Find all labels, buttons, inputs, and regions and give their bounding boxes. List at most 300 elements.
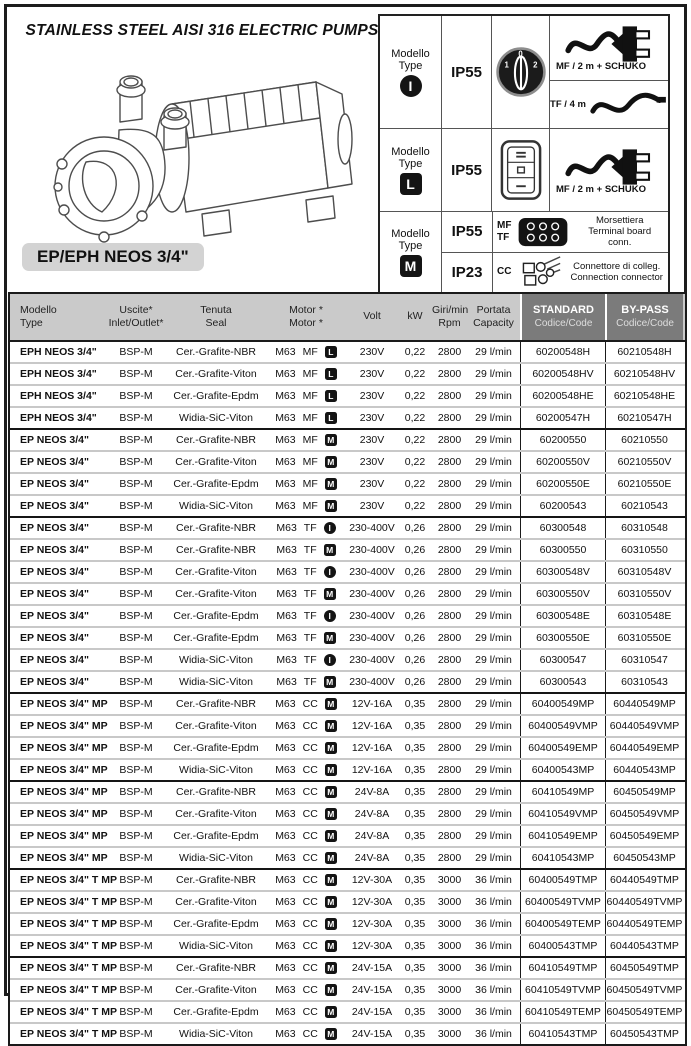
table-row bbox=[10, 846, 685, 868]
cell-kw: 0,35 bbox=[404, 852, 426, 864]
cell-capacity: 36 l/min bbox=[475, 896, 512, 908]
ip-rating-type-i: IP55 bbox=[442, 16, 492, 128]
motor-frame: M63 bbox=[276, 676, 297, 688]
cell-rpm: 2800 bbox=[437, 456, 462, 468]
svg-text:2: 2 bbox=[532, 60, 537, 70]
spec-table-header bbox=[10, 294, 685, 342]
type-label: Type bbox=[398, 59, 423, 72]
cell-rpm: 2800 bbox=[437, 654, 462, 666]
cell-motor bbox=[266, 456, 346, 468]
cell-inlet-outlet: BSP-M bbox=[119, 720, 153, 732]
cell-rpm: 2800 bbox=[437, 786, 462, 798]
cell-inlet-outlet: BSP-M bbox=[119, 874, 153, 886]
cell-seal: Cer.-Grafite-Epdm bbox=[173, 1006, 259, 1018]
type-m-label-cell bbox=[380, 212, 442, 292]
cell-rpm: 2800 bbox=[437, 522, 462, 534]
table-row bbox=[10, 670, 685, 692]
cell-bypass-code: 60450549MP bbox=[605, 782, 683, 802]
mf-schuko-label: MF / 2 m + SCHUKO bbox=[556, 183, 646, 195]
cell-seal: Widia-SiC-Viton bbox=[179, 852, 253, 864]
model-type-badge: M bbox=[325, 852, 337, 864]
motor-frame: M63 bbox=[275, 830, 296, 842]
motor-type: TF bbox=[303, 522, 317, 534]
header-standard-code: STANDARD Codice/Code bbox=[520, 294, 605, 340]
cell-volt: 230V bbox=[359, 434, 385, 446]
cell-model: EPH NEOS 3/4" bbox=[20, 346, 97, 358]
cell-capacity: 36 l/min bbox=[475, 1028, 512, 1040]
model-type-badge: M bbox=[325, 896, 337, 908]
connection-connector-icon bbox=[517, 254, 563, 290]
table-row bbox=[10, 780, 685, 802]
schuko-plug-icon bbox=[559, 20, 659, 60]
pump-spec-table bbox=[8, 292, 687, 1046]
cell-model: EP NEOS 3/4" T MP bbox=[20, 984, 117, 996]
cell-volt: 230V bbox=[359, 412, 385, 424]
cell-rpm: 3000 bbox=[437, 984, 462, 996]
motor-frame: M63 bbox=[276, 566, 297, 578]
motor-type: TF bbox=[303, 544, 317, 556]
cell-standard-code: 60410549MP bbox=[520, 782, 605, 802]
cell-volt: 230-400V bbox=[349, 588, 395, 600]
motor-frame: M63 bbox=[275, 786, 296, 798]
cell-seal: Cer.-Grafite-NBR bbox=[176, 346, 256, 358]
motor-type: CC bbox=[302, 940, 318, 952]
motor-type: CC bbox=[302, 852, 318, 864]
cell-seal: Cer.-Grafite-Epdm bbox=[173, 478, 259, 490]
cell-seal: Widia-SiC-Viton bbox=[179, 654, 253, 666]
cell-capacity: 29 l/min bbox=[475, 566, 512, 578]
cell-rpm: 2800 bbox=[437, 610, 462, 622]
cell-capacity: 29 l/min bbox=[475, 676, 512, 688]
cell-volt: 230-400V bbox=[349, 522, 395, 534]
cc-prefix: CC bbox=[497, 266, 512, 278]
cell-model: EP NEOS 3/4" MP bbox=[20, 830, 108, 842]
cell-volt: 12V-16A bbox=[351, 764, 393, 776]
table-row bbox=[10, 342, 685, 362]
cell-volt: 230V bbox=[359, 346, 385, 358]
cell-motor bbox=[266, 588, 346, 600]
motor-type: CC bbox=[302, 896, 318, 908]
cell-motor bbox=[266, 830, 346, 842]
cell-model: EP NEOS 3/4" T MP bbox=[20, 918, 117, 930]
cell-seal: Widia-SiC-Viton bbox=[179, 412, 253, 424]
cell-model: EP NEOS 3/4" bbox=[20, 588, 89, 600]
cell-seal: Widia-SiC-Viton bbox=[179, 940, 253, 952]
motor-frame: M63 bbox=[276, 632, 297, 644]
cell-rpm: 3000 bbox=[437, 1006, 462, 1018]
ip-rating-type-m-mf-tf: IP55 bbox=[442, 212, 493, 252]
cell-capacity: 36 l/min bbox=[475, 940, 512, 952]
cell-kw: 0,35 bbox=[404, 742, 426, 754]
cell-capacity: 29 l/min bbox=[475, 412, 512, 424]
cell-standard-code: 60300543 bbox=[520, 672, 605, 692]
cell-capacity: 29 l/min bbox=[475, 522, 512, 534]
cell-inlet-outlet: BSP-M bbox=[119, 984, 153, 996]
cell-standard-code: 60410549TMP bbox=[520, 958, 605, 978]
cell-capacity: 29 l/min bbox=[475, 720, 512, 732]
motor-type: MF bbox=[302, 368, 318, 380]
header-seal: Tenuta Seal bbox=[200, 303, 232, 329]
power-cable-icon bbox=[590, 90, 668, 118]
cell-motor bbox=[266, 1006, 346, 1018]
cell-bypass-code: 60450549VMP bbox=[605, 804, 683, 824]
cell-seal: Cer.-Grafite-Epdm bbox=[173, 632, 259, 644]
cell-motor bbox=[266, 676, 346, 688]
type-m-cc-subrow bbox=[442, 252, 668, 293]
model-type-badge: M bbox=[325, 500, 337, 512]
motor-frame: M63 bbox=[275, 434, 296, 446]
cell-kw: 0,35 bbox=[404, 874, 426, 886]
cell-inlet-outlet: BSP-M bbox=[119, 808, 153, 820]
table-row bbox=[10, 516, 685, 538]
cell-motor bbox=[266, 984, 346, 996]
cell-volt: 24V-15A bbox=[351, 962, 393, 974]
cell-capacity: 29 l/min bbox=[475, 544, 512, 556]
cell-volt: 24V-15A bbox=[351, 1006, 393, 1018]
cell-standard-code: 60200548HE bbox=[520, 386, 605, 406]
cell-capacity: 29 l/min bbox=[475, 830, 512, 842]
motor-frame: M63 bbox=[275, 918, 296, 930]
cell-inlet-outlet: BSP-M bbox=[119, 588, 153, 600]
cell-bypass-code: 60210547H bbox=[605, 408, 683, 428]
cell-standard-code: 60300550 bbox=[520, 540, 605, 560]
cell-bypass-code: 60450543TMP bbox=[605, 1024, 683, 1044]
cell-bypass-code: 60310548 bbox=[605, 518, 683, 538]
type-l-badge: L bbox=[400, 173, 422, 195]
cell-model: EP NEOS 3/4" MP bbox=[20, 786, 108, 798]
cell-inlet-outlet: BSP-M bbox=[119, 852, 153, 864]
cell-inlet-outlet: BSP-M bbox=[119, 1006, 153, 1018]
terminal-board-icon bbox=[517, 217, 569, 247]
cell-inlet-outlet: BSP-M bbox=[119, 632, 153, 644]
cell-volt: 230V bbox=[359, 456, 385, 468]
cell-kw: 0,35 bbox=[404, 896, 426, 908]
cell-motor bbox=[266, 610, 346, 622]
cell-bypass-code: 60440549EMP bbox=[605, 738, 683, 758]
cell-seal: Cer.-Grafite-Epdm bbox=[173, 830, 259, 842]
pump-technical-drawing-image bbox=[24, 42, 369, 252]
cell-motor bbox=[266, 786, 346, 798]
cell-capacity: 29 l/min bbox=[475, 764, 512, 776]
motor-type: CC bbox=[302, 720, 318, 732]
cell-standard-code: 60400543MP bbox=[520, 760, 605, 780]
cell-bypass-code: 60210550 bbox=[605, 430, 683, 450]
table-row bbox=[10, 824, 685, 846]
cell-seal: Cer.-Grafite-NBR bbox=[176, 522, 256, 534]
cell-inlet-outlet: BSP-M bbox=[119, 676, 153, 688]
cell-standard-code: 60400549MP bbox=[520, 694, 605, 714]
cell-capacity: 36 l/min bbox=[475, 962, 512, 974]
cell-seal: Cer.-Grafite-Viton bbox=[175, 368, 257, 380]
motor-type: MF bbox=[302, 478, 318, 490]
cell-standard-code: 60300550V bbox=[520, 584, 605, 604]
table-row bbox=[10, 714, 685, 736]
cell-inlet-outlet: BSP-M bbox=[119, 500, 153, 512]
cell-model: EP NEOS 3/4" bbox=[20, 610, 89, 622]
motor-type: CC bbox=[302, 698, 318, 710]
cell-model: EP NEOS 3/4" MP bbox=[20, 720, 108, 732]
model-type-badge: I bbox=[324, 522, 336, 534]
cell-motor bbox=[266, 522, 346, 534]
cell-kw: 0,22 bbox=[404, 368, 426, 380]
cell-bypass-code: 60440549TMP bbox=[605, 870, 683, 890]
model-type-badge: M bbox=[325, 742, 337, 754]
cell-volt: 230V bbox=[359, 478, 385, 490]
motor-type: TF bbox=[303, 610, 317, 622]
cell-inlet-outlet: BSP-M bbox=[119, 522, 153, 534]
table-row bbox=[10, 362, 685, 384]
model-type-badge: M bbox=[325, 698, 337, 710]
cell-standard-code: 60410543MP bbox=[520, 848, 605, 868]
motor-type: CC bbox=[302, 742, 318, 754]
motor-frame: M63 bbox=[275, 764, 296, 776]
type-i-badge: I bbox=[400, 75, 422, 97]
motor-frame: M63 bbox=[275, 940, 296, 952]
legend-row-type-l bbox=[380, 128, 668, 211]
motor-frame: M63 bbox=[276, 522, 297, 534]
cell-standard-code: 60400549EMP bbox=[520, 738, 605, 758]
cell-seal: Widia-SiC-Viton bbox=[179, 676, 253, 688]
cell-capacity: 29 l/min bbox=[475, 852, 512, 864]
cell-model: EP NEOS 3/4" bbox=[20, 500, 89, 512]
cell-kw: 0,26 bbox=[404, 610, 426, 622]
cell-motor bbox=[266, 632, 346, 644]
cell-motor bbox=[266, 896, 346, 908]
cell-model: EP NEOS 3/4" bbox=[20, 522, 89, 534]
cell-volt: 24V-8A bbox=[354, 808, 390, 820]
motor-type: TF bbox=[303, 588, 317, 600]
cell-standard-code: 60300547 bbox=[520, 650, 605, 670]
cell-kw: 0,26 bbox=[404, 588, 426, 600]
motor-type: TF bbox=[303, 676, 317, 688]
motor-type: CC bbox=[302, 808, 318, 820]
cell-capacity: 29 l/min bbox=[475, 434, 512, 446]
motor-frame: M63 bbox=[275, 742, 296, 754]
cell-capacity: 36 l/min bbox=[475, 918, 512, 930]
rotary-selector-icon bbox=[492, 16, 550, 128]
cell-capacity: 36 l/min bbox=[475, 874, 512, 886]
cell-standard-code: 60200548H bbox=[520, 342, 605, 362]
cell-volt: 230-400V bbox=[349, 676, 395, 688]
cell-bypass-code: 60310550V bbox=[605, 584, 683, 604]
cell-model: EP NEOS 3/4" T MP bbox=[20, 940, 117, 952]
table-row bbox=[10, 384, 685, 406]
model-type-badge: M bbox=[325, 918, 337, 930]
cell-bypass-code: 60210548HV bbox=[605, 364, 683, 384]
cell-rpm: 3000 bbox=[437, 1028, 462, 1040]
cell-bypass-code: 60310548E bbox=[605, 606, 683, 626]
table-row bbox=[10, 582, 685, 604]
motor-type: CC bbox=[302, 786, 318, 798]
svg-text:1: 1 bbox=[504, 60, 509, 70]
cell-volt: 12V-30A bbox=[351, 918, 393, 930]
cell-bypass-code: 60440549MP bbox=[605, 694, 683, 714]
cell-motor bbox=[266, 368, 346, 380]
cell-standard-code: 60410549EMP bbox=[520, 826, 605, 846]
cell-seal: Cer.-Grafite-Epdm bbox=[173, 918, 259, 930]
motor-type: CC bbox=[302, 984, 318, 996]
cell-motor bbox=[266, 1028, 346, 1040]
mf-schuko-connection bbox=[550, 129, 668, 211]
cell-standard-code: 60400549TMP bbox=[520, 870, 605, 890]
cell-model: EP NEOS 3/4" MP bbox=[20, 742, 108, 754]
cell-model: EP NEOS 3/4" bbox=[20, 676, 89, 688]
motor-type: MF bbox=[302, 434, 318, 446]
model-type-badge: I bbox=[324, 566, 336, 578]
legend-row-type-i bbox=[380, 16, 668, 128]
cell-seal: Cer.-Grafite-Viton bbox=[175, 566, 257, 578]
motor-frame: M63 bbox=[275, 720, 296, 732]
mf-schuko-connection bbox=[550, 16, 668, 80]
header-kw: kW bbox=[407, 310, 423, 323]
cell-bypass-code: 60440543TMP bbox=[605, 936, 683, 956]
motor-type: CC bbox=[302, 1028, 318, 1040]
cell-inlet-outlet: BSP-M bbox=[119, 742, 153, 754]
cell-bypass-code: 60310547 bbox=[605, 650, 683, 670]
model-type-badge: M bbox=[325, 984, 337, 996]
cell-bypass-code: 60440549TEMP bbox=[605, 914, 683, 934]
cell-volt: 12V-30A bbox=[351, 940, 393, 952]
header-inlet-outlet: Uscite* Inlet/Outlet* bbox=[108, 303, 164, 329]
cell-kw: 0,26 bbox=[404, 522, 426, 534]
modello-label: Modello bbox=[391, 47, 430, 60]
ip-rating-type-l: IP55 bbox=[442, 129, 492, 211]
header-motor: Motor * Motor * bbox=[289, 303, 323, 329]
cell-inlet-outlet: BSP-M bbox=[119, 654, 153, 666]
table-row bbox=[10, 890, 685, 912]
motor-frame: M63 bbox=[275, 368, 296, 380]
cell-kw: 0,35 bbox=[404, 786, 426, 798]
cell-model: EP NEOS 3/4" bbox=[20, 456, 89, 468]
cell-bypass-code: 60310550E bbox=[605, 628, 683, 648]
motor-frame: M63 bbox=[275, 1028, 296, 1040]
motor-type: TF bbox=[303, 566, 317, 578]
cell-inlet-outlet: BSP-M bbox=[119, 698, 153, 710]
cell-kw: 0,22 bbox=[404, 500, 426, 512]
cell-model: EPH NEOS 3/4" bbox=[20, 390, 97, 402]
cell-volt: 230-400V bbox=[349, 610, 395, 622]
cell-motor bbox=[266, 742, 346, 754]
cell-volt: 230-400V bbox=[349, 566, 395, 578]
cell-inlet-outlet: BSP-M bbox=[119, 830, 153, 842]
table-row bbox=[10, 450, 685, 472]
header-capacity: Portata Capacity bbox=[473, 303, 514, 329]
table-row bbox=[10, 736, 685, 758]
motor-type: CC bbox=[302, 764, 318, 776]
motor-frame: M63 bbox=[275, 984, 296, 996]
motor-type: CC bbox=[302, 874, 318, 886]
table-row bbox=[10, 956, 685, 978]
cell-volt: 24V-8A bbox=[354, 830, 390, 842]
cell-motor bbox=[266, 940, 346, 952]
cell-inlet-outlet: BSP-M bbox=[119, 896, 153, 908]
model-type-badge: M bbox=[325, 1006, 337, 1018]
cell-volt: 24V-15A bbox=[351, 984, 393, 996]
cell-seal: Cer.-Grafite-NBR bbox=[176, 786, 256, 798]
cell-kw: 0,26 bbox=[404, 676, 426, 688]
cell-capacity: 29 l/min bbox=[475, 500, 512, 512]
tf-cable-label: TF / 4 m bbox=[550, 98, 586, 110]
motor-type: TF bbox=[303, 654, 317, 666]
cell-inlet-outlet: BSP-M bbox=[119, 1028, 153, 1040]
motor-type: MF bbox=[302, 412, 318, 424]
model-type-badge: M bbox=[325, 434, 337, 446]
cell-standard-code: 60200550 bbox=[520, 430, 605, 450]
motor-frame: M63 bbox=[275, 412, 296, 424]
cell-inlet-outlet: BSP-M bbox=[119, 478, 153, 490]
table-row bbox=[10, 1000, 685, 1022]
cell-seal: Cer.-Grafite-NBR bbox=[176, 698, 256, 710]
cell-rpm: 3000 bbox=[437, 918, 462, 930]
cell-rpm: 2800 bbox=[437, 764, 462, 776]
table-row bbox=[10, 406, 685, 428]
table-row bbox=[10, 472, 685, 494]
cell-standard-code: 60200547H bbox=[520, 408, 605, 428]
cell-seal: Cer.-Grafite-Viton bbox=[175, 808, 257, 820]
cell-inlet-outlet: BSP-M bbox=[119, 962, 153, 974]
cell-model: EP NEOS 3/4" bbox=[20, 632, 89, 644]
cell-standard-code: 60300550E bbox=[520, 628, 605, 648]
cell-inlet-outlet: BSP-M bbox=[119, 566, 153, 578]
cell-standard-code: 60300548V bbox=[520, 562, 605, 582]
cell-capacity: 29 l/min bbox=[475, 786, 512, 798]
connector-description: Connettore di colleg. Connection connector bbox=[570, 260, 663, 284]
cell-seal: Widia-SiC-Viton bbox=[179, 1028, 253, 1040]
cell-bypass-code: 60210550E bbox=[605, 474, 683, 494]
model-type-badge: M bbox=[325, 962, 337, 974]
motor-frame: M63 bbox=[275, 896, 296, 908]
cell-kw: 0,35 bbox=[404, 1006, 426, 1018]
cell-rpm: 2800 bbox=[437, 632, 462, 644]
cell-kw: 0,35 bbox=[404, 720, 426, 732]
cell-model: EP NEOS 3/4" T MP bbox=[20, 1006, 117, 1018]
cell-rpm: 2800 bbox=[437, 346, 462, 358]
model-type-badge: L bbox=[325, 412, 337, 424]
motor-type: CC bbox=[302, 918, 318, 930]
table-row bbox=[10, 868, 685, 890]
cell-capacity: 36 l/min bbox=[475, 1006, 512, 1018]
cell-kw: 0,35 bbox=[404, 698, 426, 710]
cell-inlet-outlet: BSP-M bbox=[119, 786, 153, 798]
cell-capacity: 29 l/min bbox=[475, 654, 512, 666]
model-type-badge: I bbox=[324, 654, 336, 666]
cell-standard-code: 60300548 bbox=[520, 518, 605, 538]
cell-capacity: 29 l/min bbox=[475, 588, 512, 600]
cell-standard-code: 60200548HV bbox=[520, 364, 605, 384]
cell-model: EP NEOS 3/4" MP bbox=[20, 852, 108, 864]
motor-frame: M63 bbox=[276, 610, 297, 622]
cell-motor bbox=[266, 808, 346, 820]
cell-model: EP NEOS 3/4" T MP bbox=[20, 962, 117, 974]
cell-bypass-code: 60450549TVMP bbox=[605, 980, 683, 1000]
cell-seal: Cer.-Grafite-NBR bbox=[176, 544, 256, 556]
motor-frame: M63 bbox=[275, 456, 296, 468]
cell-model: EP NEOS 3/4" T MP bbox=[20, 1028, 117, 1040]
product-name-badge: EP/EPH NEOS 3/4" bbox=[22, 243, 204, 271]
cell-inlet-outlet: BSP-M bbox=[119, 940, 153, 952]
cell-seal: Cer.-Grafite-Viton bbox=[175, 896, 257, 908]
cell-volt: 24V-8A bbox=[354, 786, 390, 798]
header-volt: Volt bbox=[363, 310, 381, 323]
cell-model: EPH NEOS 3/4" bbox=[20, 368, 97, 380]
terminal-board-description: Morsettiera Terminal board conn. bbox=[588, 214, 652, 249]
cell-kw: 0,35 bbox=[404, 918, 426, 930]
cell-rpm: 2800 bbox=[437, 720, 462, 732]
table-row bbox=[10, 912, 685, 934]
cell-bypass-code: 60310550 bbox=[605, 540, 683, 560]
type-i-label-cell bbox=[380, 16, 442, 128]
motor-frame: M63 bbox=[275, 852, 296, 864]
